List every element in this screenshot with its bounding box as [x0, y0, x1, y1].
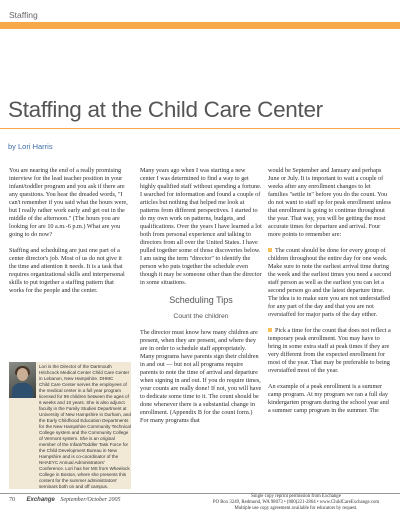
- paragraph: The director must know how many children are present, when they are present, and where they are in order to schedule staff appropriately. Many programs have parents sign their children in and out — but not all programs require parents to note the time of arrival and departure when signing in and out. If you do require times, your counts are really done! If not, you will have to dedicate some time to it. The count should be done whenever there is a substantial change in enrollment. (Appendix B for the count form.) For many programs that: [140, 329, 262, 424]
- bullet-text: The count should be done for every group of children throughout the entire day for one week. Make sure to note the earliest arrival time during the week and the earliest times you need a second staff person as well as the earliest you can let a second person go and the latest departure time. The idea is to make sure you are not understaffed for any part of the day and that you are not overstaffed for major parts of the day either.: [268, 247, 392, 318]
- article-byline: by Lori Harris: [8, 142, 53, 151]
- bullet-paragraph: [268, 327, 392, 375]
- reprint-line: Multiple use copy agreement available for educators by request.: [234, 506, 358, 512]
- page-number: 70: [9, 497, 15, 503]
- magazine-name: Exchange: [26, 497, 55, 503]
- top-accent-bar: [0, 22, 400, 29]
- paragraph: would be September and January and perhaps June or July. It is important to wait a couple of weeks after any enrollment changes to let families "settle in" before you do the count. You do not want to staff up for peak enrollment unless that enrollment is going to continue throughout the year. That way, you will be getting the most accurate times for departure and arrival. Four more points to remember are:: [268, 167, 392, 238]
- footer-left: [9, 497, 121, 503]
- bio-text-first: Lori is the Director of the Dartmouth Hitchcock Medical Center Child Care Center in Lebanon, New Hampshire. DHMC: [39, 364, 130, 381]
- paragraph: Many years ago when I was starting a new center I was determined to find a way to get highly qualified staff without spending a fortune. I searched for information and found a couple of articles but nothing that helped me look at patterns from different perspectives. I started to do my own work on patterns, budgets, and qualifications. Over the years I have learned a lot both from personal experience and talking to directors from all over the United States. I have pulled together some of those discoveries below. I am using the term "director" to identify the person who puts together the schedule even though it may be someone other than the director in some situations.: [140, 167, 262, 286]
- reprint-line: PO Box 3249, Redmond, WA 98073 • (800)221-2864 • www.ChildCareExchange.com: [212, 500, 380, 506]
- paragraph: You are nearing the end of a really promising interview for the lead teacher position in your infant/toddler program and you ask if there are any questions. You hear the dreaded words, "I can't remember if you said what the hours were, but I really rather work early and get out in the middle of the afternoon." (The hours you are looking for are 10 a.m.-6 p.m.) What are you going to do now?: [9, 167, 128, 238]
- author-bio-box: [9, 362, 131, 489]
- bullet-square-icon: [268, 328, 272, 332]
- subheading-count-children: Count the children: [173, 313, 229, 320]
- author-bio-text: [11, 364, 131, 490]
- paragraph: Staffing and scheduling are just one part of a center director's job. Most of us do not give it the time and attention it needs. It is a task that requires organizational skills and interpersonal skills to put together a staffing pattern that works for the people and the center.: [9, 247, 125, 294]
- bullet-square-icon: [268, 248, 272, 252]
- section-heading-scheduling-tips: Scheduling Tips: [169, 295, 233, 305]
- reprint-notice: [196, 494, 396, 513]
- article-column-3: [268, 167, 392, 423]
- section-label: Staffing: [9, 10, 38, 20]
- paragraph: An example of a peak enrollment is a summer camp program. At my program we ran a full day kindergarten program during the school year and a summer camp program in the summer. The: [268, 383, 389, 414]
- article-title: Staffing at the Child Care Center: [8, 97, 323, 122]
- bullet-text: Pick a time for the count that does not reflect a temporary peak enrollment. You may have to bring in some extra staff at peak times if they are very different from the expected enrollment for most of the year. That may be preferable to being overstaffed most of the year.: [268, 327, 391, 374]
- bio-text-rest: Child Care Center serves the employees of the medical center in a full year program licensed for 99 children between the ages of 6 weeks and 10 years. She is also adjunct faculty in the Family Studies Department at University of New Hampshire in Durham, and the Early Childhood Education Departments for the New Hampshire Community Technical College system and the Community College of Vermont system. She is an original member of the Infant/Toddler Task Force for the Child Development Bureau in New Hampshire and is co-coordinator of the NHAEYC Annual Administrators' Conference. Lori has her MS from Wheelock College in Boston, where she presents this content for the summer administrators' seminars both on and off campus.: [39, 382, 131, 489]
- reprint-line: Single copy reprint permission from Exchange: [251, 494, 341, 499]
- article-column-2: [140, 167, 262, 433]
- issue-date: September/October 2005: [60, 497, 121, 503]
- article-column-1: [9, 167, 129, 303]
- title-divider: [0, 128, 400, 129]
- bullet-paragraph: [268, 247, 392, 319]
